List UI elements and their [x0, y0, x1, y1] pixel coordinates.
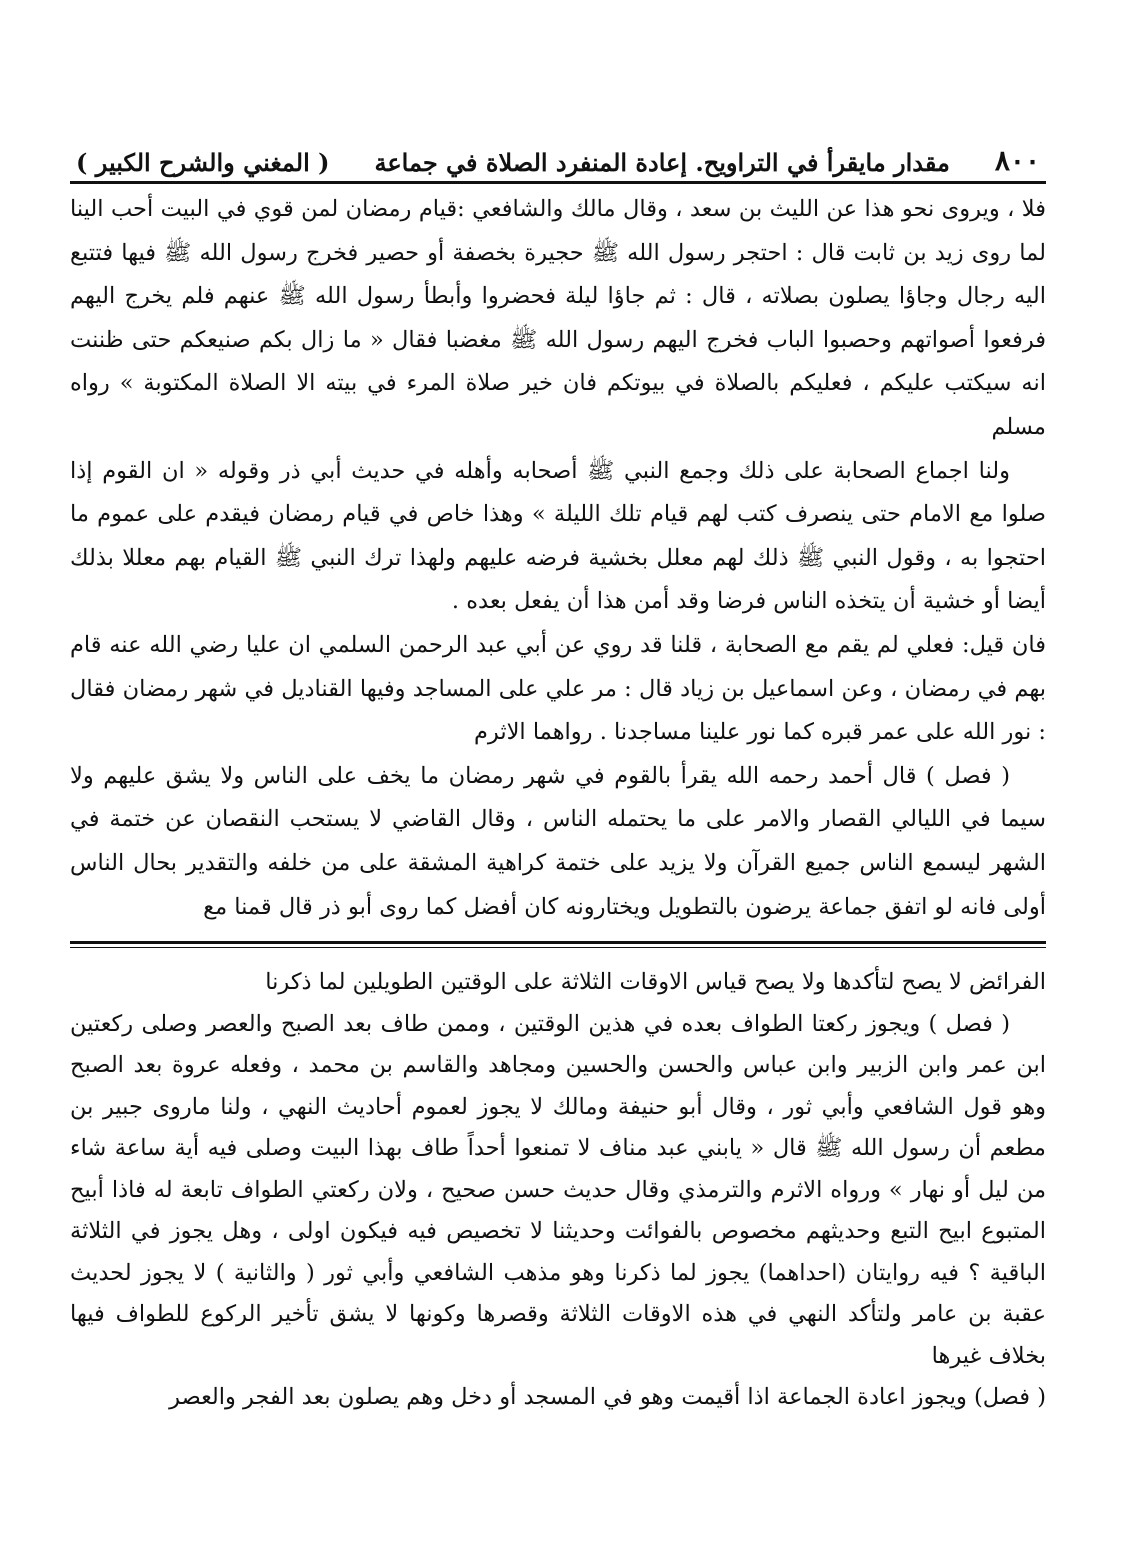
main-text	[70, 188, 1046, 929]
paragraph: فلا ، ويروى نحو هذا عن الليث بن سعد ، وقال مالك والشافعي :قيام رمضان لمن قوي في البيت أحب الينا لما روى زيد بن ثابت قال : احتجر رسول الله ﷺ حجيرة بخصفة أو حصير فخرج رسول الله ﷺ فيها فتتبع اليه رجال وجاؤا يصلون بصلاته ، قال : ثم جاؤا ليلة فحضروا وأبطأ رسول الله ﷺ عنهم فلم يخرج اليهم فرفعوا أصواتهم وحصبوا الباب فخرج اليهم رسول الله ﷺ مغضبا فقال « ما زال بكم صنيعكم حتى ظننت انه سيكتب عليكم ، فعليكم بالصلاة في بيوتكم فان خير صلاة المرء في بيته الا الصلاة المكتوبة » رواه مسلم	[70, 196, 1046, 440]
paragraph: ( فصل ) قال أحمد رحمه الله يقرأ بالقوم في شهر رمضان ما يخف على الناس ولا يشق عليهم ولا سيما في الليالي القصار والامر على ما يحتمله الناس ، وقال القاضي لا يستحب النقصان عن ختمة في الشهر ليسمع الناس جميع القرآن ولا يزيد على ختمة كراهية المشقة على من خلفه والتقدير بحال الناس أولى فانه لو اتفق جماعة يرضون بالتطويل ويختارونه كان أفضل كما روى أبو ذر قال قمنا مع	[70, 762, 1046, 920]
section-title: مقدار مايقرأ في التراويح. إعادة المنفرد الصلاة في جماعة	[374, 148, 950, 177]
paragraph: فان قيل: فعلي لم يقم مع الصحابة ، قلنا قد روي عن أبي عبد الرحمن السلمي ان عليا رضي الله عنه قام بهم في رمضان ، وعن اسماعيل بن زياد قال : مر علي على المساجد وفيها القناديل في شهر رمضان فقال : نور الله على عمر قبره كما نور علينا مساجدنا . رواهما الاثرم	[70, 631, 1046, 746]
book-page	[70, 135, 1046, 1535]
paragraph: ( فصل) ويجوز اعادة الجماعة اذا أقيمت وهو في المسجد أو دخل وهم يصلون بعد الفجر والعصر	[169, 1384, 1046, 1411]
section-divider	[70, 941, 1046, 948]
paragraph: ولنا اجماع الصحابة على ذلك وجمع النبي ﷺ أصحابه وأهله في حديث أبي ذر وقوله « ان القوم إذا صلوا مع الامام حتى ينصرف كتب لهم قيام تلك الليلة » وهذا خاص في قيام رمضان فيقدم على عموم ما احتجوا به ، وقول النبي ﷺ ذلك لهم معلل بخشية فرضه عليهم ولهذا ترك النبي ﷺ القيام بهم معللا بذلك أيضا أو خشية أن يتخذه الناس فرضا وقد أمن هذا أن يفعل بعده .	[70, 457, 1046, 615]
book-title: ( المغني والشرح الكبير )	[76, 148, 330, 177]
paragraph: الفرائض لا يصح لتأكدها ولا يصح قياس الاوقات الثلاثة على الوقتين الطويلين لما ذكرنا	[265, 969, 1046, 996]
paragraph: ( فصل ) ويجوز ركعتا الطواف بعده في هذين الوقتين ، وممن طاف بعد الصبح والعصر وصلى ركعتين ابن عمر وابن الزبير وابن عباس والحسن والحسين ومجاهد والقاسم بن محمد ، وفعله عروة بعد الصبح وهو قول الشافعي وأبي ثور ، وقال أبو حنيفة ومالك لا يجوز لعموم أحاديث النهي ، ولنا ماروى جبير بن مطعم أن رسول الله ﷺ قال « يابني عبد مناف لا تمنعوا أحداً طاف بهذا البيت وصلى فيه أية ساعة شاء من ليل أو نهار » ورواه الاثرم والترمذي وقال حديث حسن صحيح ، ولان ركعتي الطواف تابعة له فاذا أبيح المتبوع ابيح التبع وحديثهم مخصوص بالفوائت وحديثنا لا تخصيص فيه فيكون اولى ، وهل يجوز في الثلاثة الباقية ؟ فيه روايتان (احداهما) يجوز لما ذكرنا وهو مذهب الشافعي وأبي ثور ( والثانية ) لا يجوز لحديث عقبة بن عامر ولتأكد النهي في هذه الاوقات الثلاثة وقصرها وكونها لا يشق تأخير الركوع للطواف فيها بخلاف غيرها	[70, 1010, 1046, 1369]
page-number: ٨٠٠	[994, 144, 1040, 177]
lower-text	[70, 962, 1046, 1419]
page-header	[70, 135, 1046, 177]
header-rule	[70, 181, 1046, 184]
